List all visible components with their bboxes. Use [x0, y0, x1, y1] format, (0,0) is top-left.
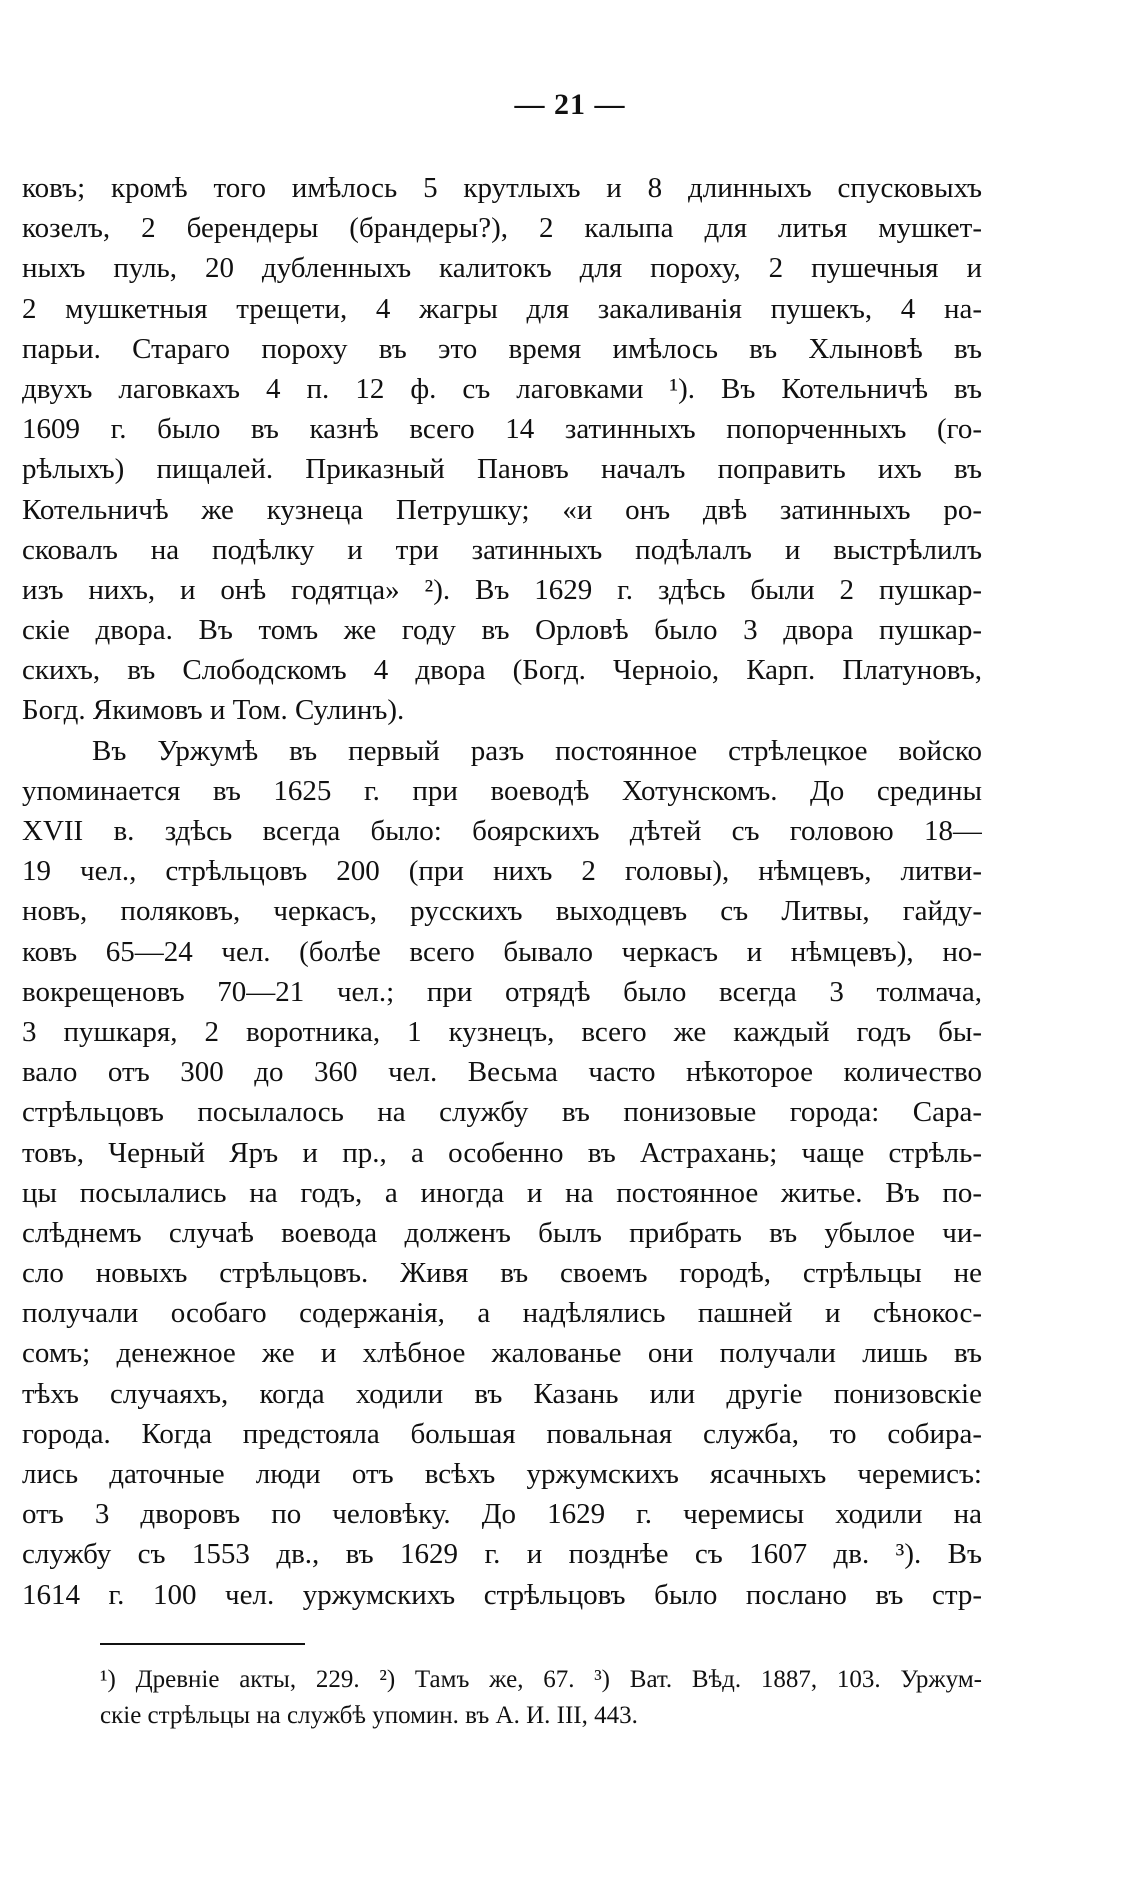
footnote-line: скіе стрѣльцы на службѣ упомин. въ А. И. III, 443.: [100, 1702, 638, 1729]
text-line: козелъ, 2 берендеры (брандеры?), 2 калыпа для литья мушкет-: [22, 212, 982, 245]
text-line: сло новыхъ стрѣльцовъ. Живя въ своемъ городѣ, стрѣльцы не: [22, 1257, 982, 1290]
footnote-separator: [100, 1643, 305, 1645]
text-line: скіе двора. Въ томъ же году въ Орловѣ было 3 двора пушкар-: [22, 614, 982, 647]
text-line: Котельничѣ же кузнеца Петрушку; «и онъ двѣ затинныхъ ро-: [22, 493, 982, 526]
text-line: стрѣльцовъ посылалось на службу въ понизовые города: Сара-: [22, 1096, 982, 1129]
text-line: парьи. Стараго пороху въ это время имѣлось въ Хлыновѣ въ: [22, 332, 982, 365]
text-line: двухъ лаговкахъ 4 п. 12 ф. съ лаговками ¹). Въ Котельничѣ въ: [22, 372, 982, 405]
text-line: цы посылались на годъ, а иногда и на постоянное житье. Въ по-: [22, 1176, 982, 1209]
text-line: сомъ; денежное же и хлѣбное жалованье они получали лишь въ: [22, 1337, 982, 1370]
footnote-line: ¹) Древніе акты, 229. ²) Тамъ же, 67. ³) Ват. Вѣд. 1887, 103. Уржум-: [100, 1666, 982, 1693]
text-line: товъ, Черный Яръ и пр., а особенно въ Астрахань; чаще стрѣль-: [22, 1136, 982, 1169]
text-line: ковъ; кромѣ того имѣлось 5 крутлыхъ и 8 длинныхъ спусковыхъ: [22, 172, 982, 204]
text-line: XVII в. здѣсь всегда было: боярскихъ дѣтей съ головою 18—: [22, 815, 982, 847]
text-line: получали особаго содержанія, а надѣлялись пашней и сѣнокос-: [22, 1297, 982, 1330]
text-line: вокрещеновъ 70—21 чел.; при отрядѣ было всегда 3 толмача,: [22, 975, 982, 1008]
text-line: тѣхъ случаяхъ, когда ходили въ Казань или другіе понизовскіе: [22, 1377, 982, 1410]
text-line: ныхъ пуль, 20 дубленныхъ калитокъ для пороху, 2 пушечныя и: [22, 252, 982, 285]
text-line: слѣднемъ случаѣ воевода долженъ былъ прибрать въ убылое чи-: [22, 1216, 982, 1249]
text-line: 2 мушкетныя трещети, 4 жагры для закаливанія пушекъ, 4 на-: [22, 292, 982, 325]
text-line: Въ Уржумѣ въ первый разъ постоянное стрѣлецкое войско: [92, 734, 982, 767]
text-line: рѣлыхъ) пищалей. Приказный Пановъ началъ поправить ихъ въ: [22, 453, 982, 486]
text-line: Богд. Якимовъ и Том. Сулинъ).: [22, 694, 405, 727]
body-text: [22, 168, 982, 1615]
text-line: 3 пушкаря, 2 воротника, 1 кузнецъ, всего же каждый годъ бы-: [22, 1015, 982, 1048]
text-line: лись даточные люди отъ всѣхъ уржумскихъ ясачныхъ черемисъ:: [22, 1458, 982, 1490]
text-line: упоминается въ 1625 г. при воеводѣ Хотунскомъ. До средины: [22, 774, 982, 807]
text-line: 1614 г. 100 чел. уржумскихъ стрѣльцовъ было послано въ стр-: [22, 1578, 982, 1611]
text-line: новъ, поляковъ, черкасъ, русскихъ выходцевъ съ Литвы, гайду-: [22, 895, 982, 928]
footnotes: [100, 1662, 982, 1734]
text-line: ковъ 65—24 чел. (болѣе всего бывало черкасъ и нѣмцевъ), но-: [22, 935, 982, 968]
text-line: службу съ 1553 дв., въ 1629 г. и позднѣе съ 1607 дв. ³). Въ: [22, 1538, 982, 1571]
text-line: города. Когда предстояла большая повальная служба, то собира-: [22, 1417, 982, 1450]
text-line: 1609 г. было въ казнѣ всего 14 затинныхъ попорченныхъ (го-: [22, 413, 982, 446]
text-line: 19 чел., стрѣльцовъ 200 (при нихъ 2 головы), нѣмцевъ, литви-: [22, 855, 982, 888]
page-number: — 21 —: [514, 88, 626, 121]
text-line: вало отъ 300 до 360 чел. Весьма часто нѣкоторое количество: [22, 1056, 982, 1089]
text-line: скихъ, въ Слободскомъ 4 двора (Богд. Черноіо, Карп. Платуновъ,: [22, 654, 982, 687]
text-line: отъ 3 дворовъ по человѣку. До 1629 г. черемисы ходили на: [22, 1498, 982, 1531]
text-line: сковалъ на подѣлку и три затинныхъ подѣлалъ и выстрѣлилъ: [22, 533, 982, 566]
text-line: изъ нихъ, и онѣ годятца» ²). Въ 1629 г. здѣсь были 2 пушкар-: [22, 573, 982, 606]
